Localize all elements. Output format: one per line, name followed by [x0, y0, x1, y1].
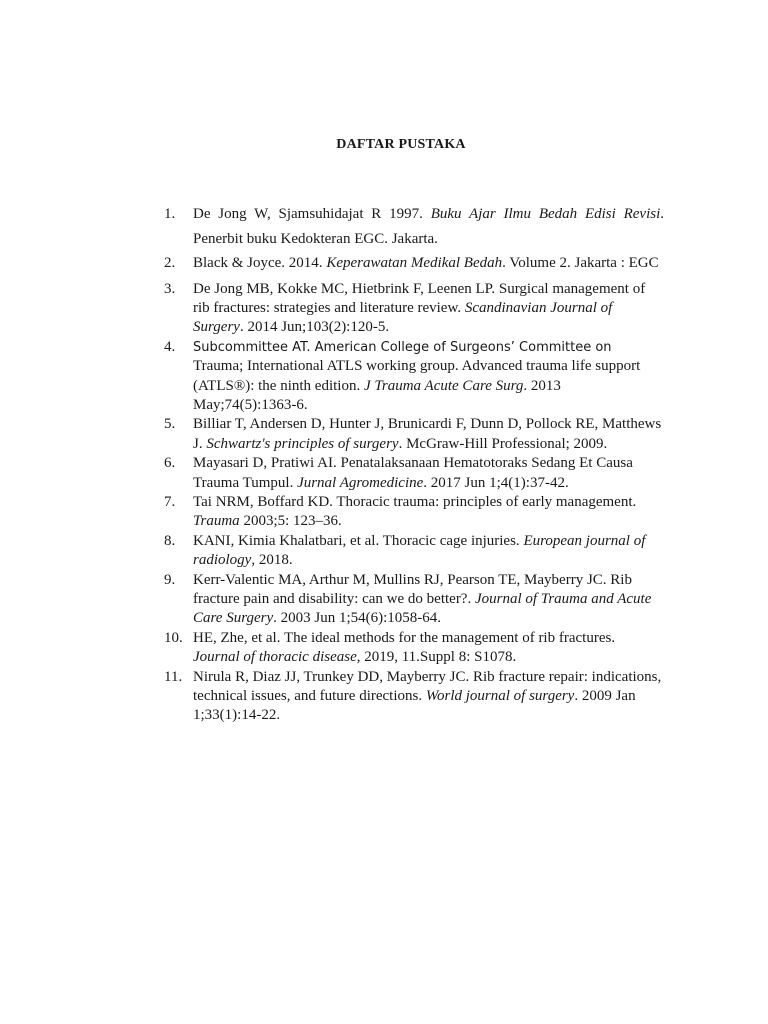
- reference-text: [193, 532, 664, 571]
- reference-title-italic: Journal of thoracic disease: [193, 649, 357, 666]
- reference-item-2: [164, 251, 664, 276]
- reference-item-9: [164, 571, 664, 629]
- reference-title-italic: Scandinavian Journal of Surgery: [193, 299, 613, 336]
- reference-title-italic: European journal of radiology: [193, 532, 646, 569]
- reference-segment: Tai NRM, Boffard KD. Thoracic trauma: principles of early management.: [193, 493, 637, 510]
- reference-segment: Trauma; International ATLS working group. Advanced trauma life support (ATLS®): the ninth edition.: [193, 358, 641, 394]
- reference-segment: Mayasari D, Pratiwi AI. Penatalaksanaan Hematotoraks Sedang Et Causa Trauma Tumpul.: [193, 455, 633, 491]
- reference-segment: . Volume 2. Jakarta : EGC: [502, 255, 659, 271]
- reference-segment: . 2014 Jun;103(2):120-5.: [239, 319, 390, 336]
- reference-segment: . McGraw-Hill Professional; 2009.: [398, 435, 608, 452]
- reference-title-italic: Keperawatan Medikal Bedah: [326, 255, 503, 271]
- reference-segment: HE, Zhe, et al. The ideal methods for the management of rib fractures.: [193, 629, 616, 646]
- reference-number: 8.: [164, 532, 176, 549]
- reference-item-10: [164, 629, 664, 668]
- reference-item-4: [164, 338, 664, 416]
- reference-number: 5.: [164, 416, 176, 433]
- reference-number: 4.: [164, 338, 176, 355]
- reference-segment: Nirula R, Diaz JJ, Trunkey DD, Mayberry JC. Rib fracture repair: indications, technical issues, and future directions.: [193, 668, 662, 705]
- reference-title-italic: Trauma: [193, 513, 240, 530]
- reference-number: 9.: [164, 571, 176, 588]
- reference-title-italic: Journal of Trauma and Acute Care Surgery: [193, 591, 652, 627]
- reference-item-8: [164, 532, 664, 571]
- reference-segment: . Penerbit buku Kedokteran EGC. Jakarta.: [193, 206, 664, 247]
- reference-segment: . 2003 Jun 1;54(6):1058-64.: [273, 610, 442, 627]
- reference-text: [193, 493, 664, 532]
- reference-item-11: [164, 668, 664, 726]
- reference-number: 3.: [164, 280, 176, 297]
- reference-item-7: [164, 493, 664, 532]
- reference-segment: . 2009 Jan 1;33(1):14-22.: [193, 688, 636, 724]
- reference-segment: , 2018.: [251, 552, 293, 569]
- reference-title-italic: Jurnal Agromedicine: [297, 474, 424, 491]
- reference-segment: Black & Joyce. 2014.: [193, 255, 327, 271]
- reference-segment: 2003;5: 123–36.: [239, 513, 342, 530]
- reference-list: [164, 202, 664, 726]
- reference-text: [193, 571, 664, 629]
- reference-number: 7.: [164, 493, 176, 510]
- reference-segment: De Jong MB, Kokke MC, Hietbrink F, Leenen LP. Surgical management of rib fractures: strategies and literature review.: [193, 280, 646, 316]
- reference-text: [193, 454, 664, 493]
- reference-item-3: [164, 280, 664, 338]
- reference-segment: Subcommittee AT. American College of Surgeons’ Committee on: [193, 339, 612, 355]
- reference-segment: De Jong W, Sjamsuhidajat R 1997.: [193, 206, 431, 222]
- reference-text: [193, 338, 664, 416]
- reference-segment: Kerr-Valentic MA, Arthur M, Mullins RJ, Pearson TE, Mayberry JC. Rib fracture pain and disability: can we do better?.: [193, 571, 632, 607]
- reference-number: 1.: [164, 206, 176, 222]
- reference-title-italic: J Trauma Acute Care Surg: [363, 377, 524, 394]
- reference-title-italic: Buku Ajar Ilmu Bedah Edisi Revisi: [430, 206, 661, 222]
- reference-text: [193, 280, 664, 338]
- reference-segment: . 2017 Jun 1;4(1):37-42.: [423, 474, 569, 491]
- reference-item-5: [164, 415, 664, 454]
- reference-title-italic: Schwartz's principles of surgery: [206, 435, 399, 452]
- reference-title-italic: World journal of surgery: [425, 688, 575, 705]
- page-title: DAFTAR PUSTAKA: [336, 137, 466, 152]
- reference-text: [193, 629, 664, 668]
- reference-text: [193, 668, 664, 726]
- reference-segment: , 2019, 11.Suppl 8: S1078.: [356, 649, 517, 666]
- reference-segment: . 2013 May;74(5):1363-6.: [193, 377, 561, 413]
- reference-number: 6.: [164, 455, 176, 472]
- reference-item-6: [164, 454, 664, 493]
- reference-number: 11.: [164, 668, 183, 685]
- reference-item-1: [164, 202, 664, 251]
- reference-segment: KANI, Kimia Khalatbari, et al. Thoracic cage injuries.: [193, 532, 524, 549]
- reference-segment: Billiar T, Andersen D, Hunter J, Brunicardi F, Dunn D, Pollock RE, Matthews J.: [193, 416, 662, 452]
- reference-number: 2.: [164, 255, 176, 271]
- reference-number: 10.: [164, 629, 183, 646]
- reference-text: [193, 251, 664, 276]
- reference-text: [193, 202, 664, 251]
- reference-text: [193, 415, 664, 454]
